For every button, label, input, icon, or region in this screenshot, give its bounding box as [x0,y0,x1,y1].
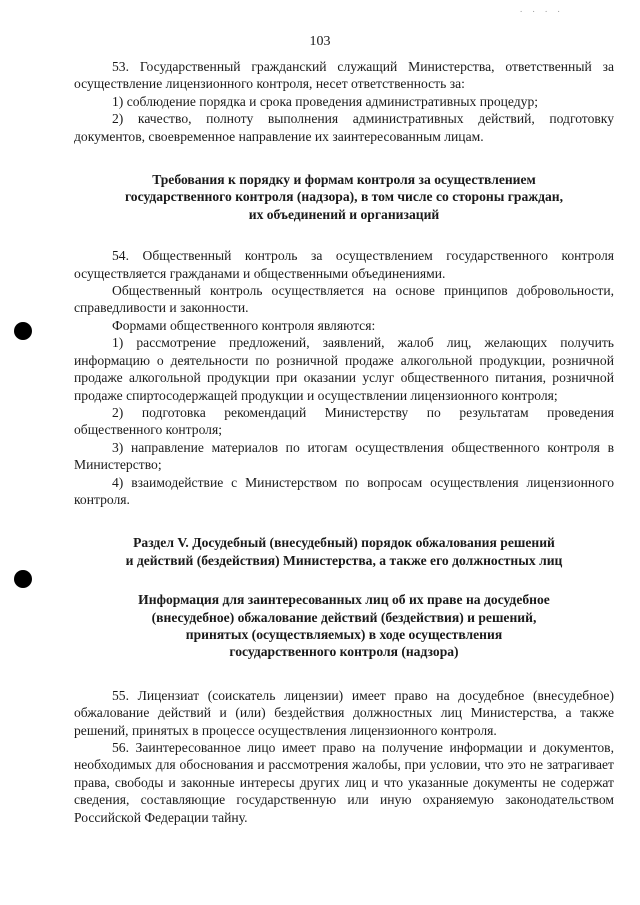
paragraph-56: 56. Заинтересованное лицо имеет право на получение информации и документов, необходимых для обоснования и рассмотрения жалобы, при условии, что это не затрагивает права, свободы и законные интересы других лиц и что указанные документы не содержат сведения, составляющие государственную или иную охраняемую законодательством Российской Федерации тайну. [74,740,614,825]
section-heading-part-v: Раздел V. Досудебный (внесудебный) порядок обжалования решений и действий (бездействия) Министерства, а также его должностных лиц [125,535,563,568]
page-number: 103 [309,34,331,49]
paragraph-53: 53. Государственный гражданский служащий Министерства, ответственный за осуществление лицензионного контроля, несет ответственность за: [74,59,614,92]
paragraph-54-item-2: 2) подготовка рекомендаций Министерству по результатам проведения общественного контроля; [74,404,614,438]
punch-hole-icon [14,322,32,340]
corner-marks: . . . . [520,4,564,14]
paragraph-54-forms: Формами общественного контроля являются: [112,317,376,333]
paragraph-55: 55. Лицензиат (соискатель лицензии) имеет право на досудебное (внесудебное) обжалование действий и (или) бездействия должностных лиц Министерства, а также решений, принятых в процессе осуществления лицензионного контроля. [74,687,614,738]
section-heading-appeal-info: Информация для заинтересованных лиц об их праве на досудебное (внесудебное) обжалование действий (бездействия) и решений, принятых (осуществляемых) в ходе осуществления государственного контроля (надзора) [138,592,550,660]
section-heading-public-control: Требования к порядку и формам контроля за осуществлением государственного контроля (надзора), в том числе со стороны граждан, их объединений и организаций [124,172,564,222]
paragraph-53-item-1: 1) соблюдение порядка и срока проведения административных процедур; [112,93,539,109]
paragraph-54-item-4: 4) взаимодействие с Министерством по вопросам осуществления лицензионного контроля. [74,474,614,507]
paragraph-54-item-3: 3) направление материалов по итогам осуществления общественного контроля в Министерство; [74,439,614,473]
punch-hole-icon [14,570,32,588]
document-body [74,58,614,826]
paragraph-53-item-2: 2) качество, полноту выполнения административных действий, подготовку документов, своевременное направление их заинтересованным лицам. [74,111,614,144]
paragraph-54-principles: Общественный контроль осуществляется на основе принципов добровольности, справедливости и законности. [74,283,614,316]
paragraph-54-item-1: 1) рассмотрение предложений, заявлений, жалоб лиц, желающих получить информацию о деятельности по розничной продаже алкогольной продукции, розничной продаже алкогольной продукции при оказании услуг общественного питания, розничной продаже спиртосодержащей продукции и осуществлении лицензионного контроля; [74,335,614,403]
paragraph-54: 54. Общественный контроль за осуществлением государственного контроля осуществляется гражданами и общественными объединениями. [74,248,614,281]
